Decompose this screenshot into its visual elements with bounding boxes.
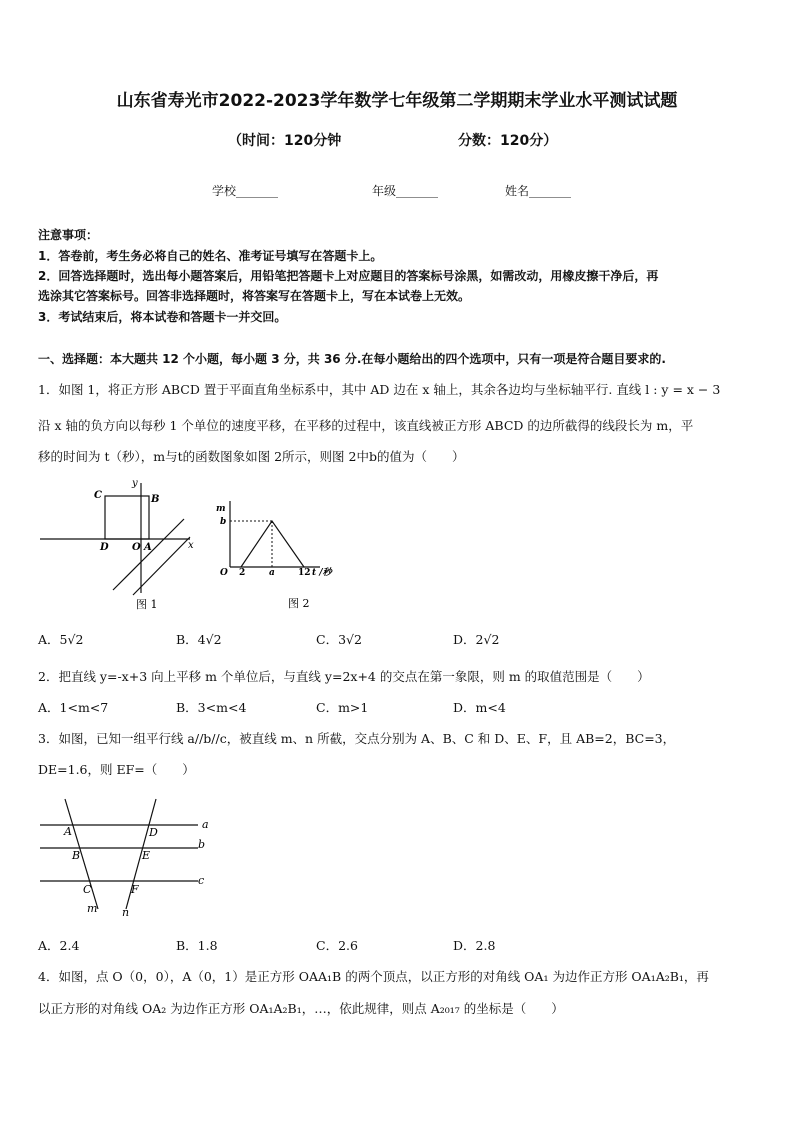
note-item: 选涂其它答案标号。回答非选择题时，将答案写在答题卡上，写在本试卷上无效。 xyxy=(38,289,471,303)
line-m xyxy=(65,799,98,909)
figure-2-caption: 图 2 xyxy=(288,597,310,610)
option-b: B．1.8 xyxy=(176,938,218,953)
label-y: y xyxy=(132,478,138,489)
label-E: E xyxy=(142,849,151,862)
option-a: A．5√2 xyxy=(38,632,84,647)
option-c: C．m>1 xyxy=(316,700,369,715)
option-d: D．2√2 xyxy=(453,632,500,647)
label-C: C xyxy=(83,883,92,896)
label-F: F xyxy=(131,883,139,896)
option-d: D．m<4 xyxy=(453,700,506,715)
figure-2 xyxy=(208,495,356,613)
exam-time: （时间：120分钟 xyxy=(228,133,342,149)
label-b: b xyxy=(198,838,206,851)
option-b: B．3<m<4 xyxy=(176,700,247,715)
label-c: c xyxy=(198,874,205,887)
option-c: C．2.6 xyxy=(316,938,358,953)
figure-1 xyxy=(38,475,208,615)
label-12: 12 xyxy=(298,568,311,578)
label-o: O xyxy=(132,542,141,553)
label-m: m xyxy=(87,902,98,915)
question-1-line: 移的时间为 t（秒），m与t的函数图象如图 2所示，则图 2中b的值为（ ） xyxy=(38,449,465,464)
name-field: 姓名_______ xyxy=(505,184,572,198)
label-m: m xyxy=(216,504,226,514)
question-1-line: 1．如图 1，将正方形 ABCD 置于平面直角坐标系中，其中 AD 边在 x 轴上，其余各边均与坐标轴平行. 直线 l : y = x − 3 xyxy=(38,382,721,397)
section-heading: 一、选择题：本大题共 12 个小题，每小题 3 分，共 36 分.在每小题给出的四个选项中，只有一项是符合题目要求的. xyxy=(38,352,666,366)
question-3-line: DE=1.6，则 EF=（ ） xyxy=(38,762,195,777)
option-c: C．3√2 xyxy=(316,632,362,647)
option-d: D．2.8 xyxy=(453,938,496,953)
notes-heading: 注意事项： xyxy=(38,228,99,242)
option-a: A．1<m<7 xyxy=(38,700,109,715)
label-2: 2 xyxy=(239,568,246,578)
label-c: C xyxy=(94,490,102,501)
question-3-line: 3．如图，已知一组平行线 a//b//c，被直线 m、n 所截，交点分别为 A、B、C 和 D、E、F，且 AB=2，BC=3， xyxy=(38,731,676,746)
note-item: 1．答卷前，考生务必将自己的姓名、准考证号填写在答题卡上。 xyxy=(38,249,383,263)
figure-1-caption: 图 1 xyxy=(136,598,158,611)
page-title: 山东省寿光市2022-2023学年数学七年级第二学期期末学业水平测试试题 xyxy=(116,91,678,111)
question-4-line: 以正方形的对角线 OA₂ 为边作正方形 OA₁A₂B₁，…，依此规律，则点 A₂₀₁₇ 的坐标是（ ） xyxy=(38,1001,564,1016)
question-2-text: 2．把直线 y=-x+3 向上平移 m 个单位后，与直线 y=2x+4 的交点在第一象限，则 m 的取值范围是（ ） xyxy=(38,669,650,684)
label-origin: O xyxy=(220,568,228,578)
label-B: B xyxy=(72,849,81,862)
school-field: 学校_______ xyxy=(212,184,279,198)
graph-line xyxy=(241,521,304,567)
exam-score: 分数：120分） xyxy=(458,133,558,149)
label-b: B xyxy=(151,494,160,505)
label-t: t /秒 xyxy=(312,568,332,578)
square-abcd xyxy=(105,496,149,539)
note-item: 2．回答选择题时，选出每小题答案后，用铅笔把答题卡上对应题目的答案标号涂黑，如需改动，用橡皮擦干净后，再 xyxy=(38,269,659,283)
figure-parallel-lines xyxy=(38,795,218,920)
question-4-line: 4．如图，点 O（0，0），A（0，1）是正方形 OAA₁B 的两个顶点，以正方形的对角线 OA₁ 为边作正方形 OA₁A₂B₁，再 xyxy=(38,969,709,984)
note-item: 3．考试结束后，将本试卷和答题卡一并交回。 xyxy=(38,310,287,324)
option-b: B．4√2 xyxy=(176,632,222,647)
label-a-value: a xyxy=(269,568,275,578)
label-x: x xyxy=(188,540,194,551)
grade-field: 年级_______ xyxy=(372,184,439,198)
label-D: D xyxy=(149,826,158,839)
label-a: A xyxy=(144,542,152,553)
label-d: D xyxy=(100,542,109,553)
label-a: a xyxy=(202,818,209,831)
option-a: A．2.4 xyxy=(38,938,80,953)
label-A: A xyxy=(64,825,72,838)
label-b-value: b xyxy=(220,517,227,527)
label-n: n xyxy=(122,906,130,919)
question-1-line: 沿 x 轴的负方向以每秒 1 个单位的速度平移，在平移的过程中，该直线被正方形 ABCD 的边所截得的线段长为 m，平 xyxy=(38,418,694,433)
